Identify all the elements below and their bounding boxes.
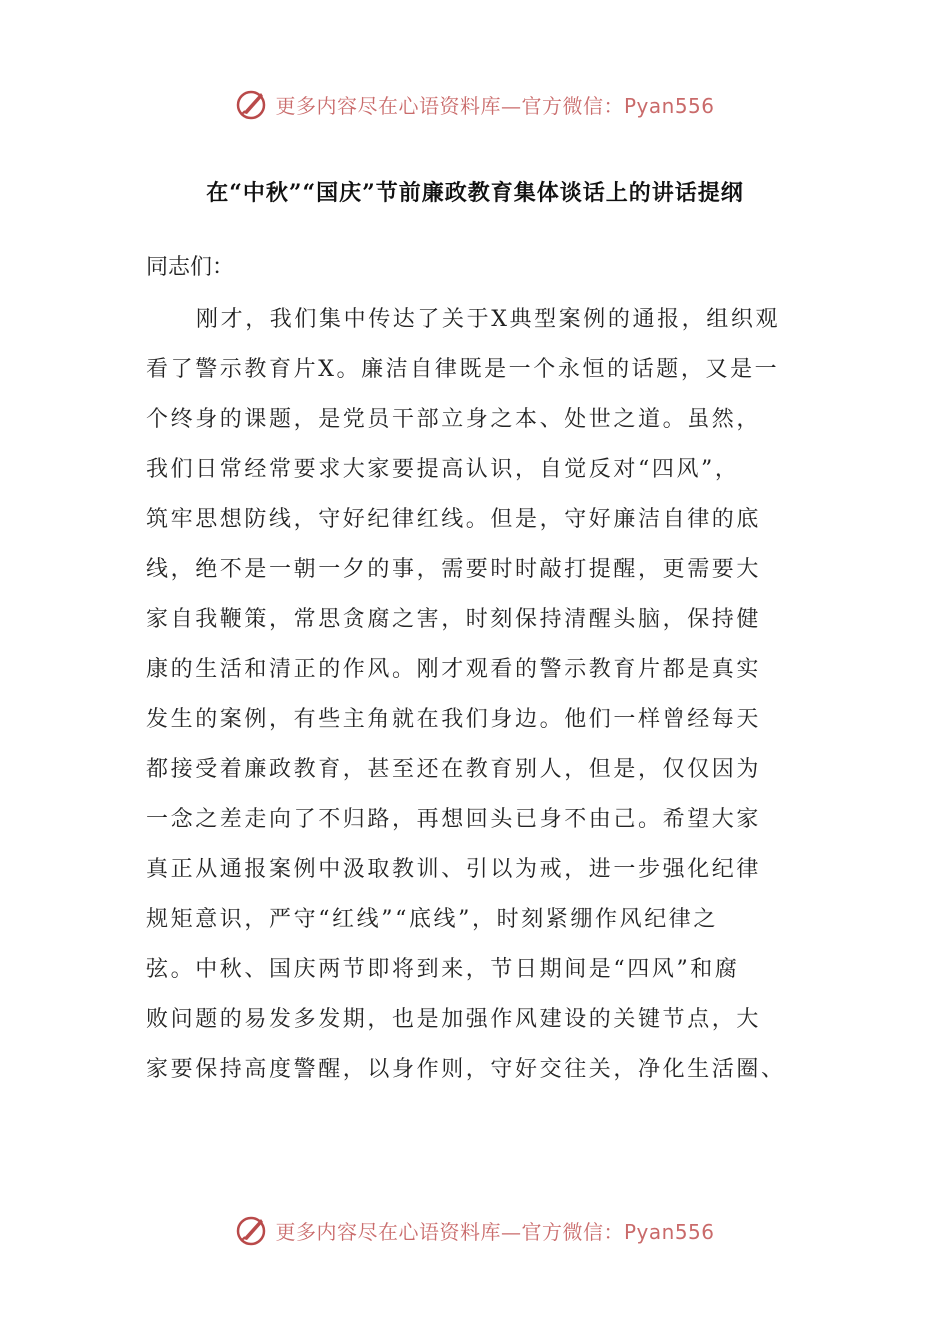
body-line: 都接受着廉政教育，甚至还在教育别人，但是，仅仅因为	[146, 757, 762, 782]
watermark-wechat-id: Pyan556	[623, 93, 715, 118]
page-title: 在“中秋”“国庆”节前廉政教育集体谈话上的讲话提纲	[206, 180, 744, 206]
greeting: 同志们：	[146, 255, 235, 280]
body-line: 真正从通报案例中汲取教训、引以为戒，进一步强化纪律	[146, 857, 762, 882]
body-line: 刚才，我们集中传达了关于X典型案例的通报，组织观	[196, 307, 781, 332]
watermark-text: 更多内容尽在心语资料库—官方微信：	[275, 93, 624, 118]
body-line: 发生的案例，有些主角就在我们身边。他们一样曾经每天	[146, 707, 762, 732]
body-line: 看了警示教育片X。廉洁自律既是一个永恒的话题，又是一	[146, 357, 780, 382]
quill-logo-icon	[235, 1213, 269, 1247]
body-line: 一念之差走向了不归路，再想回头已身不由己。希望大家	[146, 807, 762, 832]
watermark-footer	[0, 1210, 950, 1250]
body-line: 家自我鞭策，常思贪腐之害，时刻保持清醒头脑，保持健	[146, 607, 762, 632]
watermark-header	[0, 84, 950, 124]
watermark-text: 更多内容尽在心语资料库—官方微信：	[275, 1219, 624, 1244]
watermark-wechat-id: Pyan556	[623, 1219, 715, 1244]
body-line: 我们日常经常要求大家要提高认识，自觉反对“四风”，	[146, 457, 740, 482]
body-line: 规矩意识，严守“红线”“底线”，时刻紧绷作风纪律之	[146, 907, 718, 932]
speech-body	[146, 306, 816, 1106]
body-line: 康的生活和清正的作风。刚才观看的警示教育片都是真实	[146, 657, 762, 682]
body-line: 个终身的课题，是党员干部立身之本、处世之道。虽然，	[146, 407, 762, 432]
body-line: 败问题的易发多发期，也是加强作风建设的关键节点，大	[146, 1007, 762, 1032]
body-line: 家要保持高度警醒，以身作则，守好交往关，净化生活圈、	[146, 1057, 786, 1082]
quill-logo-icon	[235, 87, 269, 121]
body-line: 弦。中秋、国庆两节即将到来，节日期间是“四风”和腐	[146, 957, 740, 982]
body-line: 线，绝不是一朝一夕的事，需要时时敲打提醒，更需要大	[146, 557, 762, 582]
body-line: 筑牢思想防线，守好纪律红线。但是，守好廉洁自律的底	[146, 507, 762, 532]
